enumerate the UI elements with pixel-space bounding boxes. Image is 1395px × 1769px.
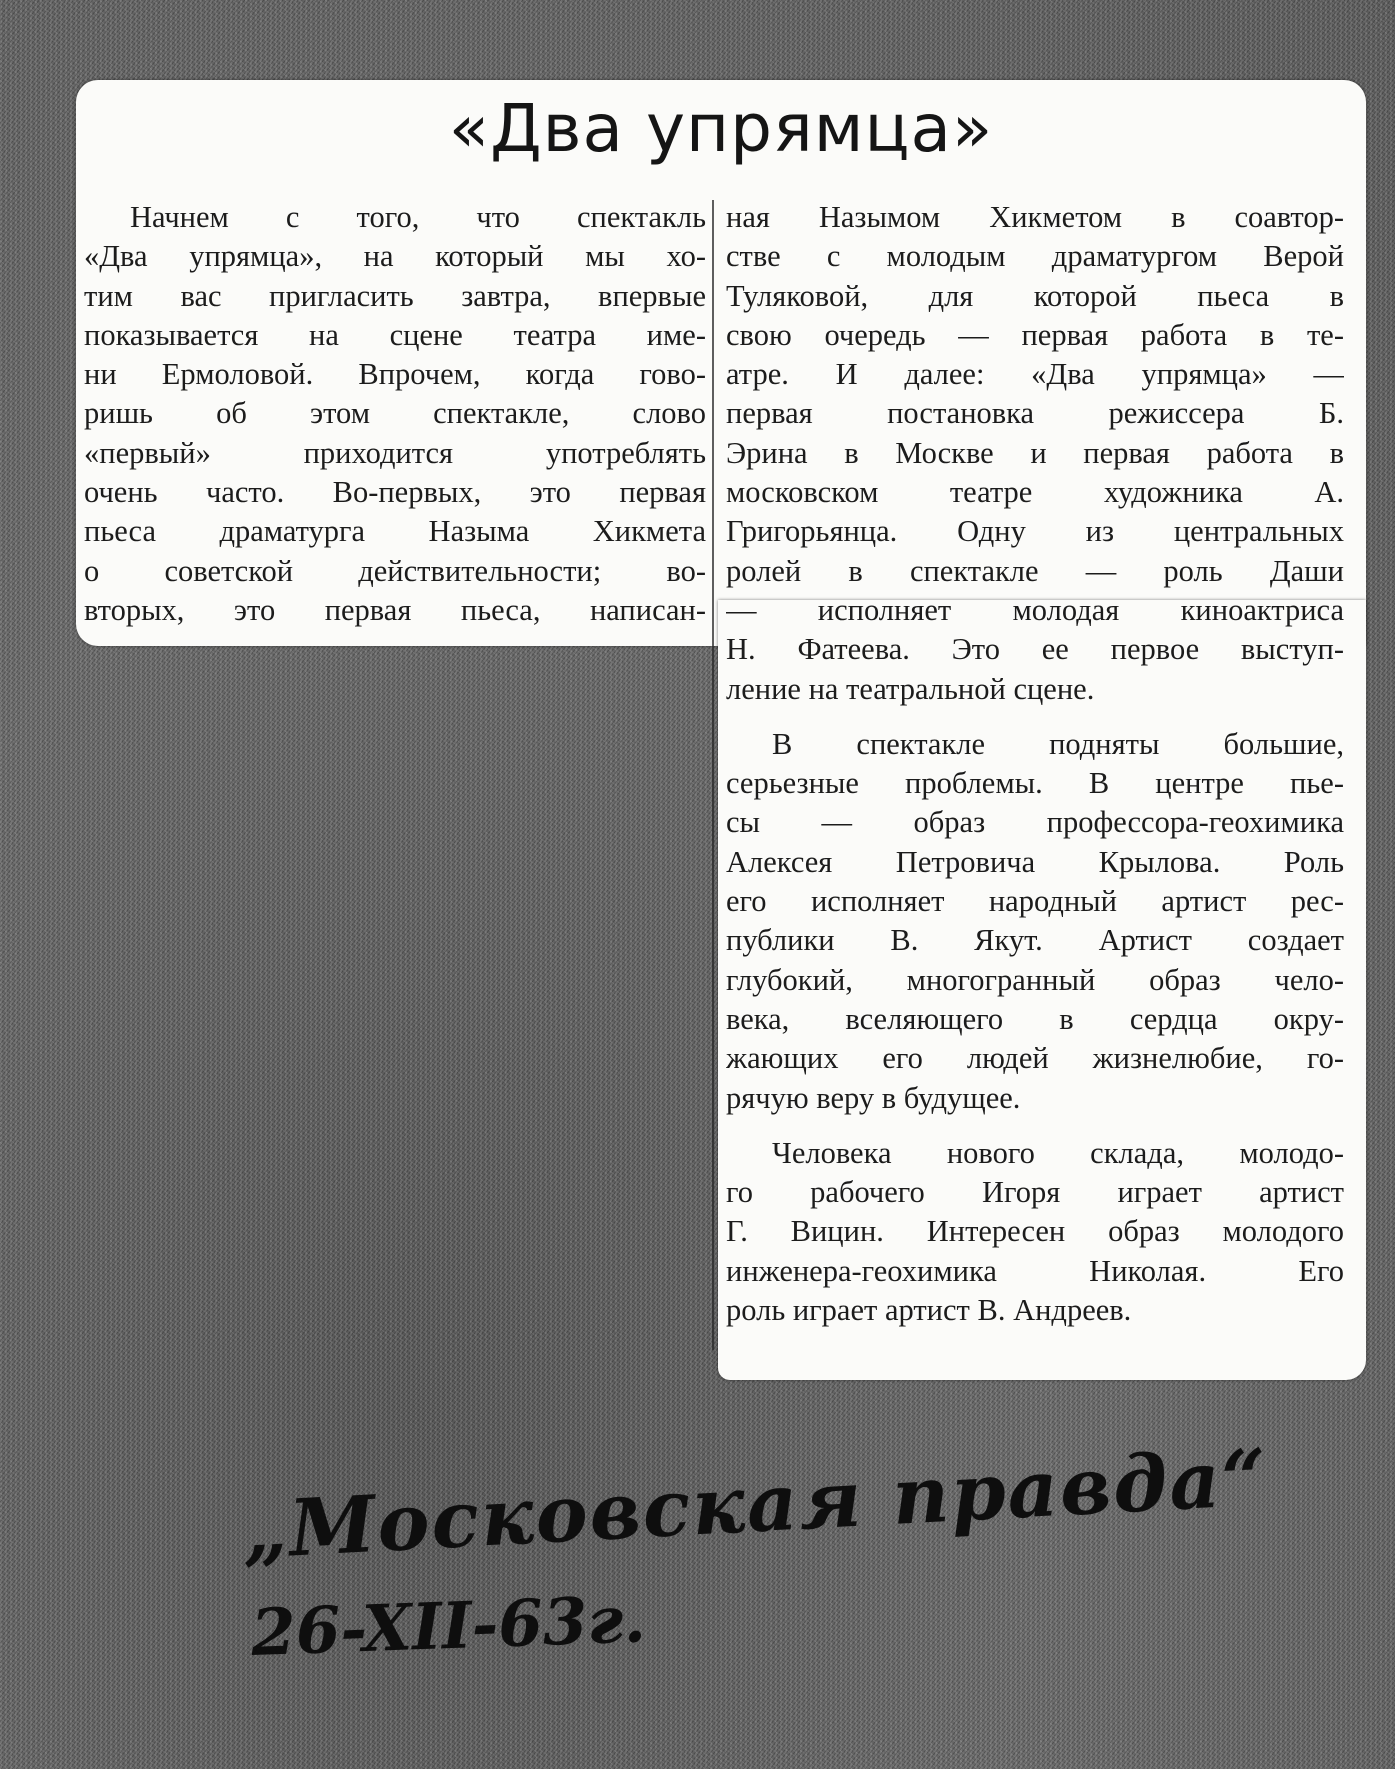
text-line: очень часто. Во-первых, это первая — [84, 475, 706, 510]
text-line: показывается на сцене театра име- — [84, 317, 706, 352]
paragraph — [726, 1134, 1344, 1330]
text-line: века, вселяющего в сердца окру- — [726, 1001, 1344, 1036]
text-line: ришь об этом спектакле, слово — [84, 396, 706, 431]
text-line: сы — образ профессора-геохимика — [726, 805, 1344, 840]
text-line: инженера-геохимика Николая. Его — [726, 1253, 1344, 1288]
text-line: публики В. Якут. Артист создает — [726, 923, 1344, 958]
article-left-column — [84, 198, 706, 630]
text-line: о советской действительности; во- — [84, 553, 706, 588]
text-line: первая постановка режиссера Б. — [726, 396, 1344, 431]
paragraph — [726, 198, 1344, 709]
text-line: серьезные проблемы. В центре пье- — [726, 766, 1344, 801]
handwritten-source: „Московская правда“ — [240, 1432, 1271, 1577]
text-line: В спектакле подняты большие, — [772, 726, 1344, 761]
text-line: Эрина в Москве и первая работа в — [726, 435, 1344, 470]
text-line: тим вас пригласить завтра, впервые — [84, 278, 706, 313]
handwritten-date: 26-XII-63г. — [250, 1582, 647, 1671]
text-line: го рабочего Игоря играет артист — [726, 1175, 1344, 1210]
text-line: свою очередь — первая работа в те- — [726, 317, 1344, 352]
text-line: роль играет артист В. Андреев. — [726, 1293, 1132, 1328]
text-line: ление на театральной сцене. — [726, 671, 1095, 706]
text-line: Человека нового склада, молодо- — [772, 1135, 1344, 1170]
paragraph — [726, 725, 1344, 1118]
text-line: Туляковой, для которой пьеса в — [726, 278, 1344, 313]
article-right-column — [726, 198, 1344, 1330]
text-line: ная Назымом Хикметом в соавтор- — [726, 200, 1344, 234]
text-line: пьеса драматурга Назыма Хикмета — [84, 514, 706, 549]
text-line: Н. Фатеева. Это ее первое выступ- — [726, 632, 1344, 667]
text-line: Г. Вицин. Интересен образ молодого — [726, 1214, 1344, 1249]
article-title: «Два упрямца» — [448, 90, 994, 167]
text-line: стве с молодым драматургом Верой — [726, 239, 1344, 274]
text-line: — исполняет молодая киноактриса — [726, 592, 1344, 627]
text-line: московском театре художника А. — [726, 475, 1344, 510]
text-line: «первый» приходится употреблять — [84, 435, 706, 470]
text-line: рячую веру в будущее. — [726, 1080, 1021, 1115]
text-line: ролей в спектакле — роль Даши — [726, 553, 1344, 588]
column-divider — [712, 200, 714, 1350]
text-line: ни Ермоловой. Впрочем, когда гово- — [84, 357, 706, 392]
text-line: Начнем с того, что спектакль — [130, 200, 706, 234]
text-line: жающих его людей жизнелюбие, го- — [726, 1041, 1344, 1076]
text-line: Григорьянца. Одну из центральных — [726, 514, 1344, 549]
text-line: его исполняет народный артист рес- — [726, 884, 1344, 919]
text-line: «Два упрямца», на который мы хо- — [84, 239, 706, 274]
text-line: глубокий, многогранный образ чело- — [726, 962, 1344, 997]
text-line: вторых, это первая пьеса, написан- — [84, 592, 706, 627]
text-line: Алексея Петровича Крылова. Роль — [726, 844, 1344, 879]
text-line: атре. И далее: «Два упрямца» — — [726, 357, 1344, 392]
